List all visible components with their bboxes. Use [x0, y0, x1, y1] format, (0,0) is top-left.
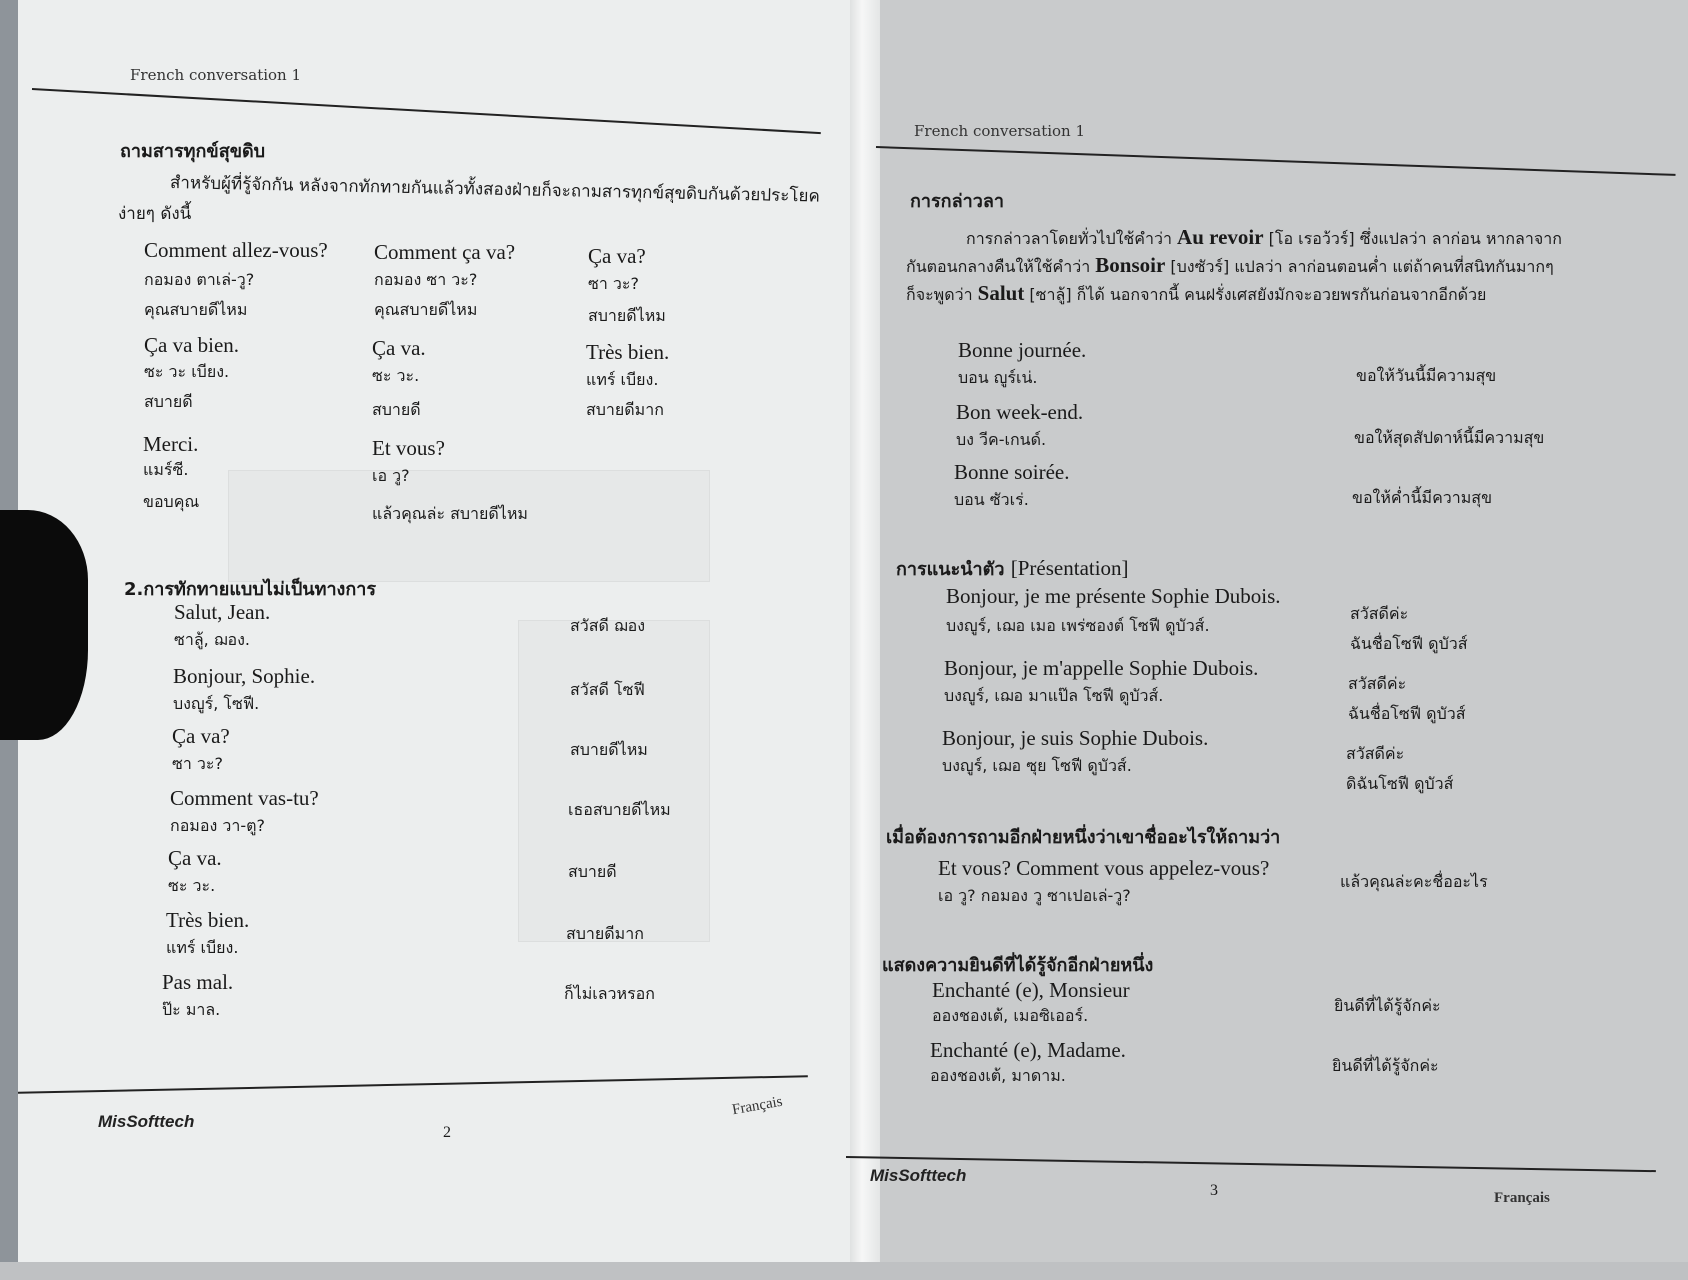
- french-phrase: Très bien.: [586, 340, 670, 364]
- thai-meaning: สบายดี: [372, 400, 421, 419]
- farewell-paragraph-line: การกล่าวลาโดยทั่วไปใช้คำว่า Au revoir [โอ เรอว้วร์] ซึ่งแปลว่า ลาก่อน หากลาจาก: [966, 225, 1562, 249]
- background-band: [0, 1262, 1688, 1280]
- french-phrase: Bonne soirée.: [954, 460, 1070, 484]
- page-number: 2: [443, 1124, 451, 1141]
- thai-meaning: ยินดีที่ได้รู้จักค่ะ: [1332, 1056, 1439, 1075]
- publisher-brand: MisSofttech: [870, 1166, 967, 1185]
- farewell-paragraph-line: กันตอนกลางคืนให้ใช้คำว่า Bonsoir [บงซัวร์] แปลว่า ลาก่อนตอนค่ำ แต่ถ้าคนที่สนิทกันมากๆ: [906, 253, 1554, 277]
- thai-meaning: สบายดีไหม: [588, 306, 666, 325]
- pronunciation: บงญูร์, เฌอ เมอ เพร่ซองต์ โซฟี ดูบัวส์.: [946, 616, 1210, 635]
- thai-meaning: ขอให้สุดสัปดาห์นี้มีความสุข: [1354, 428, 1545, 447]
- thai-meaning: ก็ไม่เลวหรอก: [564, 984, 655, 1003]
- pronunciation: เอ วู?: [372, 466, 410, 485]
- pronunciation: บอน ซัวเร่.: [954, 490, 1029, 509]
- right-page: [846, 0, 1688, 1262]
- header-rule: [32, 88, 821, 134]
- thai-meaning: สวัสดีค่ะ: [1346, 744, 1405, 763]
- french-phrase: Salut, Jean.: [174, 600, 271, 624]
- pronunciation: ซา วะ?: [588, 274, 639, 293]
- thai-meaning: ขอให้วันนี้มีความสุข: [1356, 366, 1497, 385]
- pronunciation: กอมอง ซา วะ?: [374, 270, 478, 289]
- french-phrase: Très bien.: [166, 908, 250, 932]
- header-rule: [876, 146, 1676, 176]
- french-phrase: Comment vas-tu?: [170, 786, 319, 810]
- section-title: เมื่อต้องการถามอีกฝ่ายหนึ่งว่าเขาชื่ออะไรให้ถามว่า: [886, 827, 1281, 848]
- running-header: French conversation 1: [914, 122, 1086, 140]
- thai-meaning: สบายดีไหม: [570, 740, 648, 759]
- page-number: 3: [1210, 1182, 1218, 1199]
- french-phrase: Bonjour, je suis Sophie Dubois.: [942, 726, 1209, 750]
- thai-meaning: ฉันชื่อโซฟี ดูบัวส์: [1350, 634, 1468, 653]
- french-phrase: Enchanté (e), Monsieur: [932, 978, 1130, 1002]
- pronunciation: แทร์ เบียง.: [586, 370, 659, 389]
- french-phrase: Enchanté (e), Madame.: [930, 1038, 1126, 1062]
- french-phrase: Comment ça va?: [374, 240, 516, 264]
- pronunciation: อองชองเต้, มาดาม.: [930, 1066, 1066, 1085]
- thai-meaning: เธอสบายดีไหม: [568, 800, 671, 819]
- pronunciation: กอมอง วา-ตู?: [170, 816, 265, 835]
- section-title: แสดงความยินดีที่ได้รู้จักอีกฝ่ายหนึ่ง: [882, 955, 1154, 976]
- pronunciation: อองชองเต้, เมอซิเออร์.: [932, 1006, 1089, 1025]
- thai-meaning: คุณสบายดีไหม: [144, 300, 248, 319]
- thai-meaning: สวัสดีค่ะ: [1348, 674, 1407, 693]
- intro-line: ง่ายๆ ดังนี้: [118, 204, 192, 224]
- thai-meaning: สบายดีมาก: [586, 400, 664, 419]
- section-title: 2.การทักทายแบบไม่เป็นทางการ: [124, 579, 377, 600]
- thai-meaning: ดิฉันโซฟี ดูบัวส์: [1346, 774, 1454, 793]
- pronunciation: ป๊ะ มาล.: [162, 1000, 221, 1019]
- dark-blot: [0, 510, 88, 740]
- french-phrase: Ça va?: [588, 244, 646, 268]
- french-phrase: Pas mal.: [162, 970, 234, 994]
- pronunciation: บอน ญูร์เน่.: [958, 368, 1038, 387]
- french-phrase: Comment allez-vous?: [144, 238, 328, 262]
- section-title: ถามสารทุกข์สุขดิบ: [120, 141, 266, 162]
- publisher-brand: MisSofttech: [98, 1112, 195, 1131]
- pronunciation: ซะ วะ.: [168, 876, 216, 895]
- pronunciation: ซะ วะ.: [372, 366, 420, 385]
- pronunciation: ซาลู้, ฌอง.: [174, 630, 250, 649]
- thai-meaning: สวัสดี ฌอง: [570, 616, 646, 635]
- pronunciation: เอ วู? กอมอง วู ซาเปอเล่-วู?: [938, 886, 1131, 905]
- footer-language: Français: [730, 1093, 784, 1119]
- french-phrase: Merci.: [143, 432, 199, 456]
- thai-meaning: ขอให้ค่ำนี้มีความสุข: [1352, 488, 1492, 507]
- intro-line: สำหรับผู้ที่รู้จักกัน หลังจากทักทายกันแล้วทั้งสองฝ่ายก็จะถามสารทุกข์สุขดิบกันด้วยประโยค: [169, 173, 821, 207]
- thai-meaning: แล้วคุณล่ะ สบายดีไหม: [372, 504, 528, 523]
- french-phrase: Bonjour, je me présente Sophie Dubois.: [946, 584, 1281, 608]
- thai-meaning: สบายดี: [568, 862, 617, 881]
- french-phrase: Et vous? Comment vous appelez-vous?: [938, 856, 1270, 880]
- pronunciation: ซา วะ?: [172, 754, 223, 773]
- french-phrase: Bon week-end.: [956, 400, 1084, 424]
- french-phrase: Ça va?: [172, 724, 230, 748]
- pronunciation: บงญูร์, โซฟี.: [173, 694, 260, 713]
- footer-rule: [846, 1156, 1656, 1172]
- french-phrase: Ça va.: [372, 336, 426, 360]
- thai-meaning: สบายดี: [144, 392, 193, 411]
- left-page: [18, 0, 870, 1262]
- section-title: การแนะนำตัว [Présentation]: [896, 556, 1129, 580]
- show-through-box: [518, 620, 710, 942]
- pronunciation: บง วีค-เกนด์.: [956, 430, 1047, 449]
- french-phrase: Ça va.: [168, 846, 222, 870]
- pronunciation: กอมอง ตาเล่-วู?: [144, 270, 255, 289]
- french-phrase: Bonjour, Sophie.: [173, 664, 316, 688]
- thai-meaning: ขอบคุณ: [143, 492, 200, 511]
- farewell-paragraph-line: ก็จะพูดว่า Salut [ซาลู้] ก็ได้ นอกจากนี้ คนฝรั่งเศสยังมักจะอวยพรกันก่อนจากอีกด้วย: [906, 281, 1487, 305]
- thai-meaning: ฉันชื่อโซฟี ดูบัวส์: [1348, 704, 1466, 723]
- french-phrase: Bonne journée.: [958, 338, 1087, 362]
- pronunciation: แทร์ เบียง.: [166, 938, 239, 957]
- thai-meaning: แล้วคุณล่ะคะชื่ออะไร: [1340, 872, 1488, 891]
- french-phrase: Bonjour, je m'appelle Sophie Dubois.: [944, 656, 1259, 680]
- french-phrase: Ça va bien.: [144, 333, 240, 357]
- running-header: French conversation 1: [130, 66, 302, 84]
- pronunciation: แมร์ซี.: [143, 460, 189, 479]
- pronunciation: ซะ วะ เบียง.: [144, 362, 230, 381]
- pronunciation: บงญูร์, เฌอ ซุย โซฟี ดูบัวส์.: [942, 756, 1132, 775]
- thai-meaning: สวัสดีค่ะ: [1350, 604, 1409, 623]
- thai-meaning: คุณสบายดีไหม: [374, 300, 478, 319]
- pronunciation: บงญูร์, เฌอ มาแป๊ล โซฟี ดูบัวส์.: [944, 686, 1164, 705]
- footer-rule: [18, 1075, 808, 1094]
- footer-language: Français: [1494, 1190, 1550, 1206]
- thai-meaning: ยินดีที่ได้รู้จักค่ะ: [1334, 996, 1441, 1015]
- show-through-box: [228, 470, 710, 582]
- section-title: การกล่าวลา: [910, 191, 1004, 212]
- thai-meaning: สบายดีมาก: [566, 924, 644, 943]
- french-phrase: Et vous?: [372, 436, 445, 460]
- thai-meaning: สวัสดี โซฟี: [570, 680, 645, 699]
